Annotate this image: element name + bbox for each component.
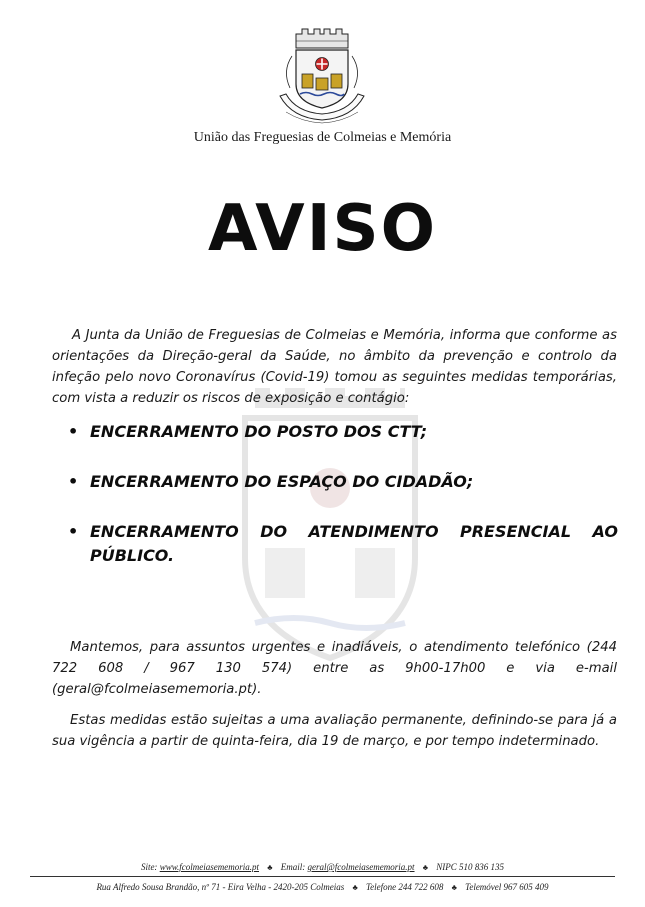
measure-text: ENCERRAMENTO DO ATENDIMENTO PRESENCIAL AO PÚBLICO.: [90, 522, 618, 565]
measures-list: [68, 420, 618, 568]
club-separator-icon: ♣: [451, 883, 457, 892]
address-text: Rua Alfredo Sousa Brandão, nº 71 - Eira Velha - 2420-205 Colmeias: [96, 882, 345, 892]
site-label: Site:: [140, 862, 158, 872]
measure-text: ENCERRAMENTO DO POSTO DOS CTT;: [90, 422, 428, 441]
nipc-text: NIPC 510 836 135: [436, 862, 505, 872]
footer-divider: [30, 876, 615, 877]
mobile-text: Telemóvel 967 605 409: [465, 882, 549, 892]
bullet-icon: •: [68, 522, 79, 541]
footer-contacts: [0, 862, 645, 872]
validity-paragraph: Estas medidas estão sujeitas a uma avaliação permanente, definindo-se para já a sua vigência a partir de quinta-feira, dia 19 de março, e por tempo indeterminado.: [52, 713, 617, 750]
club-separator-icon: ♣: [422, 863, 429, 872]
footer-address: [0, 882, 645, 892]
email-label: Email:: [280, 862, 306, 872]
notice-title: AVISO: [207, 192, 438, 266]
list-item: [68, 420, 618, 444]
site-link[interactable]: www.fcolmeiasememoria.pt: [159, 862, 260, 872]
measure-text: ENCERRAMENTO DO ESPAÇO DO CIDADÃO;: [90, 472, 474, 491]
email-link[interactable]: geral@fcolmeiasememoria.pt: [307, 862, 415, 872]
list-item: [68, 470, 618, 494]
phone-text: Telefone 244 722 608: [365, 882, 444, 892]
list-item: [68, 520, 618, 568]
bullet-icon: •: [68, 422, 79, 441]
organization-name: União das Freguesias de Colmeias e Memória: [193, 130, 452, 145]
bullet-icon: •: [68, 472, 79, 491]
club-separator-icon: ♣: [352, 883, 358, 892]
contact-paragraph: Mantemos, para assuntos urgentes e inadiáveis, o atendimento telefónico (244 722 608 / 967 130 574) entre as 9h00-17h00 e via e-mail (geral@fcolmeiasememoria.pt).: [52, 640, 617, 698]
intro-paragraph: A Junta da União de Freguesias de Colmeias e Memória, informa que conforme as orientações da Direção-geral da Saúde, no âmbito da prevenção e controlo da infeção pelo novo Coronavírus (Covid-19) tomou as seguintes medidas temporárias, com vista a reduzir os riscos de exposição e contágio:: [52, 328, 617, 407]
coat-of-arms-logo: [272, 26, 372, 126]
club-separator-icon: ♣: [267, 863, 273, 872]
